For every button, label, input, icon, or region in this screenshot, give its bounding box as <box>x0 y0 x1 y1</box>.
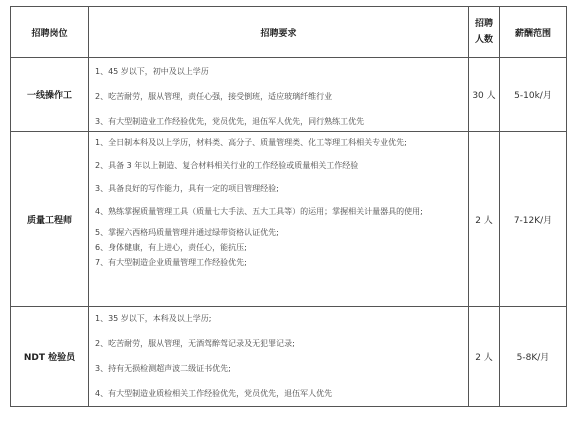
requirements-cell <box>89 58 469 132</box>
requirement-line: 1、35 岁以下，本科及以上学历; <box>95 314 212 323</box>
table-row <box>11 307 567 407</box>
requirement-line: 5、掌握六西格玛质量管理并通过绿带资格认证优先; <box>95 228 279 237</box>
header-count: 招聘 人数 <box>469 7 500 58</box>
requirement-line: 4、熟练掌握质量管理工具（质量七大手法、五大工具等）的运用；掌握相关计量器具的使用; <box>95 207 423 216</box>
table-row <box>11 58 567 132</box>
header-row <box>11 7 567 58</box>
requirement-line: 7、有大型制造企业质量管理工作经验优先; <box>95 258 247 267</box>
position-cell: 一线操作工 <box>11 58 89 132</box>
count-cell: 2 人 <box>469 307 500 407</box>
requirement-line: 2、吃苦耐劳，服从管理，无酒驾醉驾记录及无犯罪记录; <box>95 339 295 348</box>
header-salary: 薪酬范围 <box>500 7 567 58</box>
salary-cell: 5-10k/月 <box>500 58 567 132</box>
requirement-line: 3、具备良好的写作能力，具有一定的项目管理经验; <box>95 184 279 193</box>
header-position: 招聘岗位 <box>11 7 89 58</box>
requirements-cell <box>89 132 469 307</box>
requirement-line: 4、有大型制造业质检相关工作经验优先，党员优先，退伍军人优先 <box>95 389 333 398</box>
table-row <box>11 132 567 307</box>
salary-cell: 5-8K/月 <box>500 307 567 407</box>
recruitment-table <box>10 6 567 407</box>
position-cell: 质量工程师 <box>11 132 89 307</box>
count-cell: 2 人 <box>469 132 500 307</box>
salary-cell: 7-12K/月 <box>500 132 567 307</box>
position-cell: NDT 检验员 <box>11 307 89 407</box>
header-requirements: 招聘要求 <box>89 7 469 58</box>
count-cell: 30 人 <box>469 58 500 132</box>
requirements-cell <box>89 307 469 407</box>
requirement-line: 1、全日制本科及以上学历，材料类、高分子、质量管理类、化工等理工科相关专业优先; <box>95 138 407 147</box>
requirement-line: 2、具备 3 年以上制造、复合材料相关行业的工作经验或质量相关工作经验 <box>95 161 359 170</box>
requirement-line: 3、持有无损检测超声波二级证书优先; <box>95 364 231 373</box>
requirement-line: 3、有大型制造业工作经验优先，党员优先，退伍军人优先，同行熟练工优先 <box>95 117 365 126</box>
requirement-line: 6、身体健康，有上进心，责任心，能抗压; <box>95 243 247 252</box>
requirement-line: 1、45 岁以下，初中及以上学历 <box>95 67 209 76</box>
requirement-line: 2、吃苦耐劳，服从管理，责任心强，接受倒班，适应玻璃纤维行业 <box>95 92 333 101</box>
